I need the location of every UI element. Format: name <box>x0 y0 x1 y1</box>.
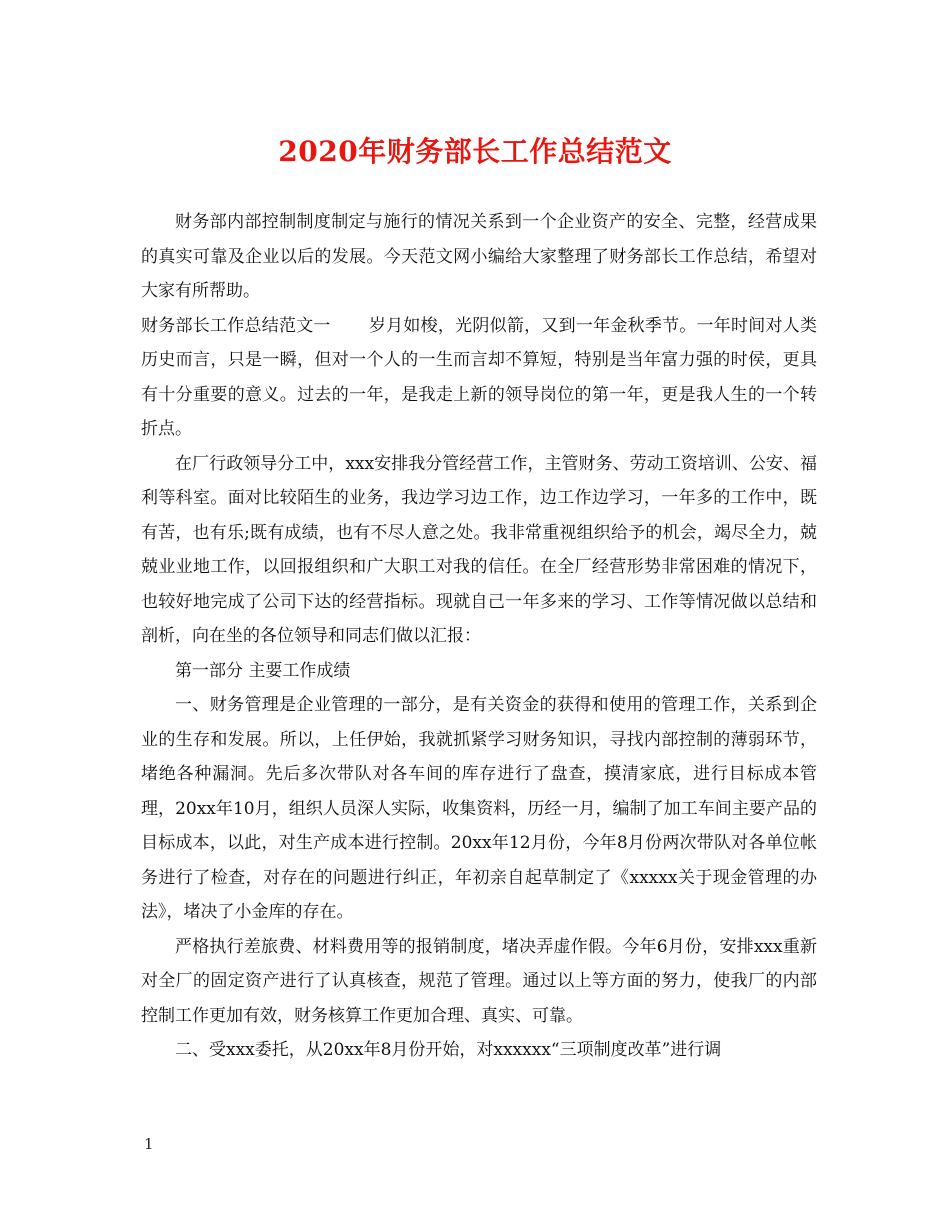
section-text: 岁月如梭，光阴似箭，又到一年金秋季节。一年时间对人类历史而言，只是一瞬，但对一个人的一生而言却不算短，特别是当年富力强的时侯，更具有十分重要的意义。过去的一年，是我走上新的领导岗位的第一年，更是我人生的一个转折点。 <box>141 315 818 439</box>
intro-paragraph: 财务部内部控制制度制定与施行的情况关系到一个企业资产的安全、完整，经营成果的真实可靠及企业以后的发展。今天范文网小编给大家整理了财务部长工作总结，希望对大家有所帮助。 <box>141 212 817 301</box>
body-paragraph-duties: 在厂行政领导分工中，xxx安排我分管经营工作，主管财务、劳动工资培训、公安、福利等科室。面对比较陌生的业务，我边学习边工作，边工作边学习，一年多的工作中，既有苦，也有乐;既有成绩，也有不尽人意之处。我非常重视组织给予的机会，竭尽全力，兢兢业业地工作，以回报组织和广大职工对我的信任。在全厂经营形势非常困难的情况下，也较好地完成了公司下达的经营指标。现就自己一年多来的学习、工作等情况做以总结和剖析，向在坐的各位领导和同志们做以汇报： <box>141 453 817 646</box>
section-label: 财务部长工作总结范文一 <box>141 315 331 336</box>
part-heading: 第一部分 主要工作成绩 <box>175 660 351 681</box>
body-paragraph-finance: 一、财务管理是企业管理的一部分，是有关资金的获得和使用的管理工作，关系到企业的生存和发展。所以，上任伊始，我就抓紧学习财务知识，寻找内部控制的薄弱环节，堵绝各种漏洞。先后多次带队对各车间的库存进行了盘查，摸清家底，进行目标成本管理，20xx年10月，组织人员深人实际，收集资料，历经一月，编制了加工车间主要产品的目标成本，以此，对生产成本进行控制。20xx年12月份，今年8月份两次带队对各单位帐务进行了检查，对存在的问题进行纠正，年初亲自起草制定了《xxxxx关于现金管理的办法》，堵决了小金库的存在。 <box>141 695 817 922</box>
section-paragraph <box>141 309 817 447</box>
document-title: 2020年财务部长工作总结范文 <box>278 135 672 168</box>
page-number: 1 <box>144 1135 154 1153</box>
document-body <box>141 205 817 1068</box>
body-paragraph-reform: 二、受xxx委托，从20xx年8月份开始，对xxxxxx“三项制度改革”进行调 <box>175 1040 722 1060</box>
body-paragraph-expenses: 严格执行差旅费、材料费用等的报销制度，堵决弄虚作假。今年6月份，安排xxx重新对全厂的固定资产进行了认真核查，规范了管理。通过以上等方面的努力，使我厂的内部控制工作更加有效，财务核算工作更加合理、真实、可靠。 <box>141 936 817 1026</box>
